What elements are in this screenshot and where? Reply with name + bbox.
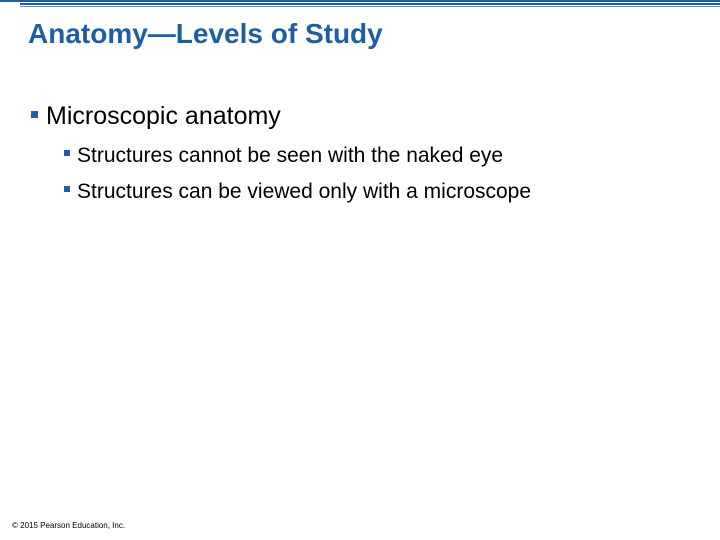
slide-title: Anatomy—Levels of Study (28, 18, 383, 49)
sub-bullet-item (64, 144, 503, 168)
copyright-footer: © 2015 Pearson Education, Inc. (12, 521, 126, 530)
header-stripe (0, 0, 720, 2)
sub-bullet-item (64, 180, 531, 204)
bullet-item (31, 102, 281, 131)
square-bullet-icon (31, 111, 38, 118)
header-stripes (0, 0, 720, 10)
sub-bullet-text: Structures cannot be seen with the naked eye (77, 144, 504, 167)
square-bullet-icon (64, 186, 70, 192)
header-stripe (20, 3, 720, 5)
header-stripe (20, 6, 720, 7)
sub-bullet-text: Structures can be viewed only with a microscope (77, 180, 532, 203)
bullet-text: Microscopic anatomy (46, 102, 281, 130)
square-bullet-icon (64, 150, 70, 156)
